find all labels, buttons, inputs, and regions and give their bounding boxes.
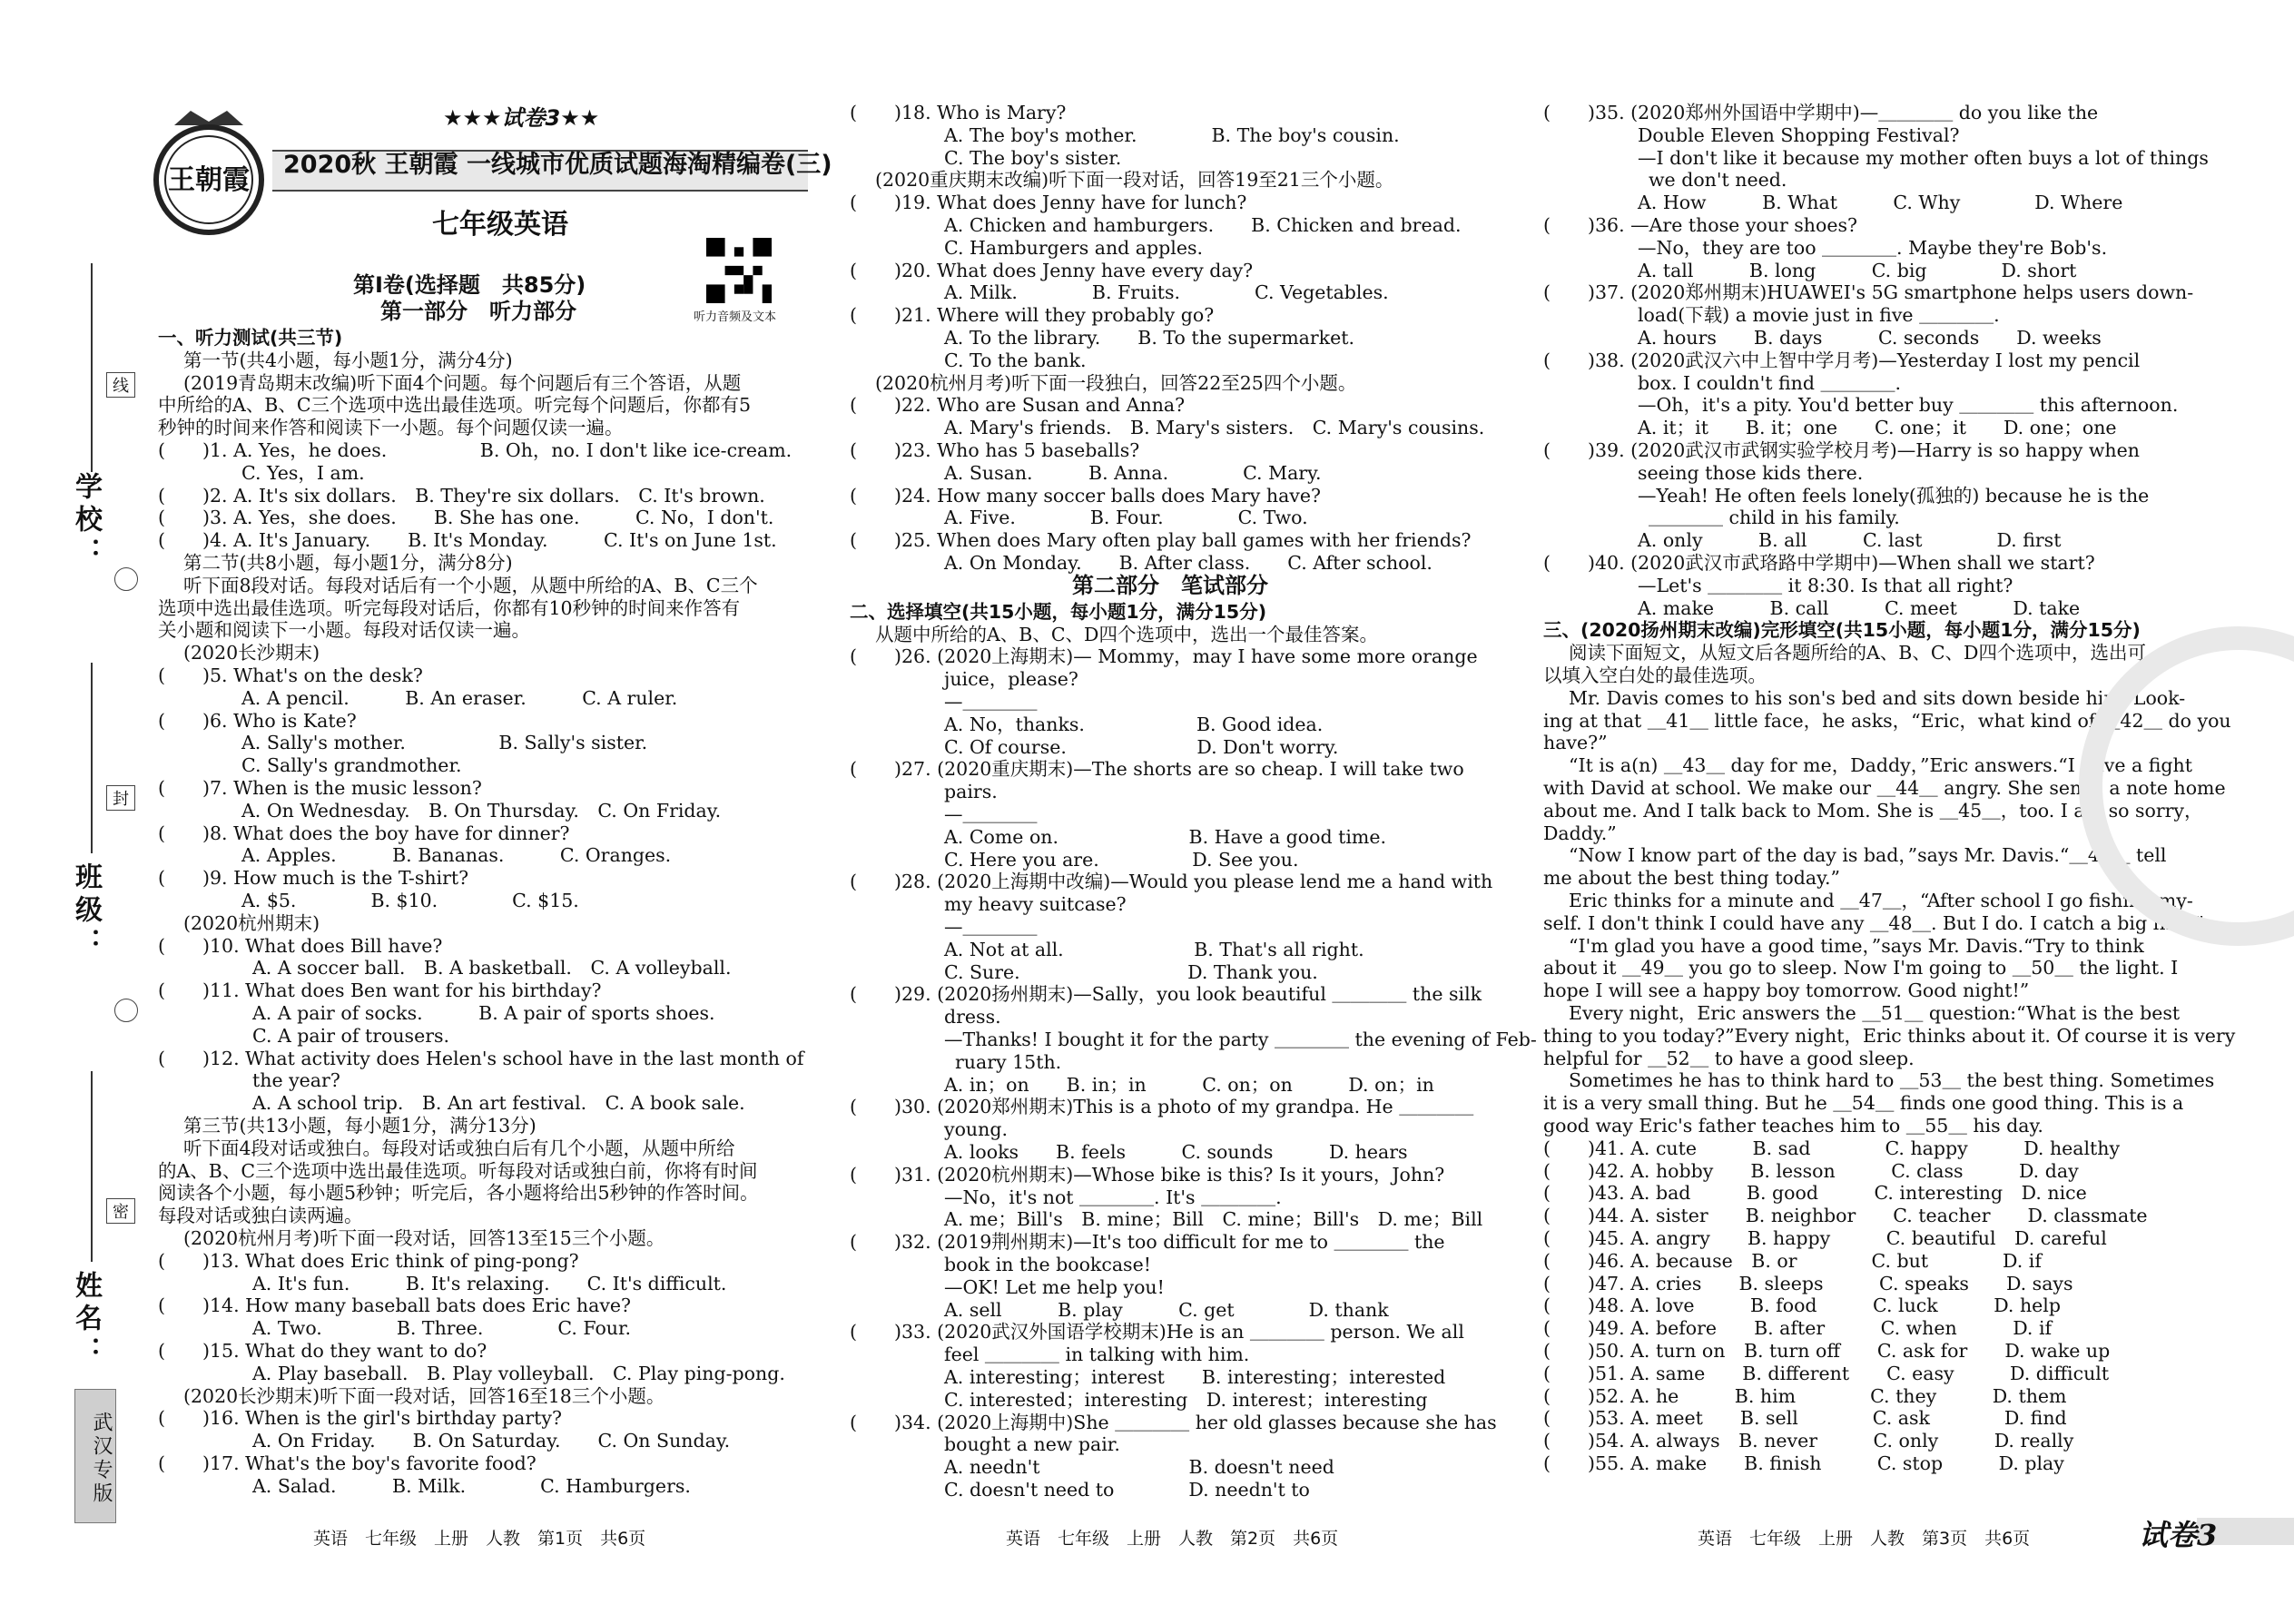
text-line: (2020重庆期末改编)听下面一段对话，回答19至21三个小题。 — [875, 169, 1394, 192]
text-line: “Now I know part of the day is bad，”says Mr. Davis.“＿46＿ tell — [1569, 844, 2167, 867]
text-line: Mr. Davis comes to his son's bed and sits down beside him. Look- — [1569, 686, 2186, 709]
text-line: A. looks B. feels C. sounds D. hears — [944, 1141, 1408, 1163]
edition-badge: 武汉专版 — [74, 1389, 116, 1523]
text-line: 一、听力测试(共三节) — [158, 327, 343, 349]
text-line: A. Come on. B. Have a good time. — [944, 825, 1387, 848]
text-line: 选项中选出最佳选项。听完每段对话后，你都有10秒钟的时间来作答有 — [158, 596, 741, 619]
text-line: ruary 15th. — [955, 1050, 1062, 1073]
text-line: 第二部分 笔试部分 — [1072, 572, 1268, 598]
text-line: —No，it's not ＿＿＿＿. It's ＿＿＿＿. — [944, 1186, 1282, 1208]
footer-page-1: 英语 七年级 上册 人教 第1页 共6页 — [313, 1529, 646, 1549]
text-line: ( )13. What does Eric think of ping-pong? — [158, 1249, 579, 1272]
text-line: Eric thinks for a minute and ＿47＿，“After school I go fishing my- — [1569, 890, 2193, 911]
text-line: ＿＿＿＿ child in his family. — [1649, 507, 1900, 529]
text-line: A. Two. B. Three. C. Four. — [252, 1317, 632, 1340]
text-line: 第Ⅰ卷(选择题 共85分) — [353, 272, 586, 298]
text-line: A. tall B. long C. big D. short — [1638, 259, 2077, 281]
text-line: A. in；on B. in；in C. on；on D. on；in — [944, 1073, 1434, 1096]
text-line: A. A pair of socks. B. A pair of sports shoes. — [252, 1002, 715, 1024]
text-line: ( )37. (2020郑州期末)HUAWEI's 5G smartphone helps users down- — [1543, 281, 2194, 304]
text-line: the year? — [252, 1069, 340, 1092]
text-line: ( )47. A. cries B. sleeps C. speaks D. says — [1543, 1272, 2073, 1294]
text-line: ( )32. (2019荆州期末)—It's too difficult for me to ＿＿＿＿ the — [850, 1231, 1445, 1254]
text-line: C. Sally's grandmother. — [241, 754, 462, 777]
text-line: C. doesn't need to D. needn't to — [944, 1479, 1310, 1501]
text-line: A. The boy's mother. B. The boy's cousin. — [944, 123, 1400, 146]
text-line: ( )10. What does Bill have? — [158, 934, 443, 957]
text-line: ( )53. A. meet B. sell C. ask D. find — [1543, 1407, 2067, 1430]
text-line: (2019青岛期末改编)听下面4个问题。每个问题后有三个答语，从题 — [183, 371, 742, 394]
text-line: C. Yes，I am. — [241, 461, 365, 484]
text-line: ( )11. What does Ben want for his birthday? — [158, 979, 602, 1002]
text-line: seeing those kids there. — [1638, 461, 1864, 484]
text-line: pairs. — [944, 781, 998, 803]
text-line: A. How B. What C. Why D. Where — [1638, 192, 2123, 214]
text-line: 关小题和阅读下一小题。每段对话仅读一遍。 — [158, 619, 530, 642]
text-line: we don't need. — [1649, 169, 1787, 192]
text-line: A. Milk. B. Fruits. C. Vegetables. — [944, 281, 1389, 304]
text-line: ( )24. How many soccer balls does Mary have? — [850, 484, 1321, 507]
text-line: ( )39. (2020武汉市武钢实验学校月考)—Harry is so happy when — [1543, 439, 2140, 461]
text-line: 中所给的A、B、C三个选项中选出最佳选项。听完每个问题后，你都有5 — [158, 394, 752, 417]
text-line: 二、选择填空(共15小题，每小题1分，满分15分) — [850, 600, 1267, 623]
text-line: A. A pencil. B. An eraser. C. A ruler. — [241, 686, 678, 709]
text-line: A. $5. B. $10. C. $15. — [241, 890, 579, 911]
text-line: bought a new pair. — [944, 1433, 1120, 1456]
text-line: ( )41. A. cute B. sad C. happy D. healthy — [1543, 1137, 2121, 1159]
text-line: helpful for ＿52＿ to have a good sleep. — [1543, 1047, 1915, 1069]
exam-number: ★★★试卷3★★ — [443, 105, 600, 131]
text-line: A. Apples. B. Bananas. C. Oranges. — [241, 844, 672, 867]
text-line: C. interested；interesting D. interest；interesting — [944, 1388, 1428, 1411]
binding-hole — [114, 567, 138, 591]
text-line: —＿＿＿＿ — [944, 803, 1038, 825]
text-line: 三、(2020扬州期末改编)完形填空(共15小题，每小题1分，满分15分) — [1543, 619, 2141, 642]
text-line: A. No，thanks. B. Good idea. — [944, 713, 1324, 735]
text-line: ( )15. What do they want to do? — [158, 1340, 487, 1362]
text-line: 听下面8段对话。每段对话后有一个小题，从题中所给的A、B、C三个 — [183, 574, 758, 596]
text-line: A. A school trip. B. An art festival. C. A book sale. — [252, 1092, 745, 1115]
text-line: C. Of course. D. Don't worry. — [944, 735, 1339, 758]
text-line: 从题中所给的A、B、C、D四个选项中，选出一个最佳答案。 — [875, 623, 1378, 645]
text-line: C. Sure. D. Thank you. — [944, 960, 1318, 983]
text-line: C. Hamburgers and apples. — [944, 236, 1203, 259]
text-line: ( )38. (2020武汉六中上智中学月考)—Yesterday I lost my pencil — [1543, 349, 2141, 371]
text-line: (2020长沙期末) — [183, 642, 320, 664]
text-line: ( )5. What's on the desk? — [158, 664, 423, 686]
text-line: my heavy suitcase? — [944, 893, 1127, 916]
binding-strip — [0, 0, 136, 1624]
text-line: C. A pair of trousers. — [252, 1024, 450, 1047]
text-line: Sometimes he has to think hard to ＿53＿ the best thing. Sometimes — [1569, 1069, 2215, 1092]
text-line: A. Salad. B. Milk. C. Hamburgers. — [252, 1474, 691, 1497]
text-line: C. Here you are. D. See you. — [944, 848, 1299, 871]
text-line: young. — [944, 1118, 1008, 1141]
text-line: me about the best thing today.” — [1543, 867, 1840, 890]
text-line: ( )51. A. same B. different C. easy D. difficult — [1543, 1362, 2110, 1384]
text-line: ( )45. A. angry B. happy C. beautiful D. careful — [1543, 1227, 2107, 1249]
brand-logo-icon — [149, 105, 269, 241]
text-line: A. Five. B. Four. C. Two. — [944, 507, 1308, 529]
text-line: —I don't like it because my mother often buys a lot of things — [1638, 146, 2209, 169]
text-line: ( )22. Who are Susan and Anna? — [850, 394, 1186, 417]
text-line: A. me；Bill's B. mine；Bill C. mine；Bill's D. me；Bill — [944, 1208, 1483, 1231]
text-line: A. On Wednesday. B. On Thursday. C. On Friday. — [241, 799, 722, 822]
text-line: ( )28. (2020上海期中改编)—Would you please lend me a hand with — [850, 871, 1493, 893]
text-line: A. Not at all. B. That's all right. — [944, 938, 1364, 960]
text-line: ( )35. (2020郑州外国语中学期中)—＿＿＿＿ do you like the — [1543, 102, 2099, 123]
text-line: ( )29. (2020扬州期末)—Sally，you look beautiful ＿＿＿＿ the silk — [850, 983, 1482, 1006]
text-line: dress. — [944, 1006, 1001, 1029]
text-line: A. needn't B. doesn't need — [944, 1456, 1334, 1479]
text-line: ( )19. What does Jenny have for lunch? — [850, 192, 1247, 214]
text-line: about me. And I talk back to Mom. She is ＿45＿，too. I am so sorry， — [1543, 799, 2203, 822]
text-line: with David at school. We make our ＿44＿ angry. She sends a note home — [1543, 777, 2226, 799]
text-line: ( )34. (2020上海期中)She ＿＿＿＿ her old glasses because she has — [850, 1411, 1497, 1433]
text-line: about it ＿49＿ you go to sleep. Now I'm going to ＿50＿ the light. I — [1543, 957, 2179, 979]
text-line: (2020杭州月考)听下面一段对话，回答13至15三个小题。 — [183, 1227, 665, 1249]
text-line: (2020长沙期末)听下面一段对话，回答16至18三个小题。 — [183, 1384, 665, 1407]
text-line: book in the bookcase! — [944, 1254, 1151, 1275]
text-line: (2020杭州期末) — [183, 911, 320, 934]
text-line: A. only B. all C. last D. first — [1638, 529, 2062, 552]
text-line: ( )30. (2020郑州期末)This is a photo of my grandpa. He ＿＿＿＿ — [850, 1096, 1474, 1118]
text-line: ( )14. How many baseball bats does Eric have? — [158, 1294, 632, 1317]
text-line: ( )40. (2020武汉市武珞路中学期中)—When shall we start? — [1543, 552, 2095, 574]
text-line: Every night，Eric answers the ＿51＿ question:“What is the best — [1569, 1002, 2181, 1024]
text-line: A. Sally's mother. B. Sally's sister. — [241, 732, 648, 754]
text-line: A. sell B. play C. get D. thank — [944, 1298, 1389, 1321]
text-line: ( )7. When is the music lesson? — [158, 777, 482, 799]
text-line: ( )25. When does Mary often play ball games with her friends? — [850, 529, 1472, 552]
school-label: 学校： — [70, 472, 102, 570]
text-line: —Thanks! I bought it for the party ＿＿＿＿ the evening of Feb- — [944, 1029, 1537, 1050]
footer-tag: 试卷3 — [2139, 1518, 2218, 1552]
school-line — [91, 263, 93, 472]
text-line: ( )1. A. Yes，he does. B. Oh，no. I don't like ice-cream. — [158, 439, 793, 461]
footer-page-3: 英语 七年级 上册 人教 第3页 共6页 — [1698, 1529, 2031, 1549]
text-line: ( )4. A. It's January. B. It's Monday. C. It's on June 1st. — [158, 529, 777, 552]
text-line: C. To the bank. — [944, 349, 1087, 371]
text-line: 以填入空白处的最佳选项。 — [1543, 664, 1767, 686]
text-line: box. I couldn't find ＿＿＿＿. — [1638, 371, 1902, 394]
text-line: A. On Monday. B. After class. C. After school. — [944, 552, 1433, 574]
cut-mark-seal: 封 — [106, 785, 135, 811]
text-line: ( )8. What does the boy have for dinner? — [158, 822, 570, 844]
text-line: ( )46. A. because B. or C. but D. if — [1543, 1249, 2042, 1272]
text-line: ( )48. A. love B. food C. luck D. help — [1543, 1294, 2061, 1317]
text-line: “I'm glad you have a good time，”says Mr. Davis.“Try to think — [1569, 934, 2144, 957]
text-line: A. hours B. days C. seconds D. weeks — [1638, 327, 2102, 349]
text-line: “It is a(n) ＿43＿ day for me，Daddy，”Eric answers.“I have a fight — [1569, 754, 2192, 777]
name-label: 姓名： — [70, 1271, 102, 1369]
text-line: —Yeah! He often feels lonely(孤独的) because he is the — [1638, 484, 2150, 507]
text-line: have?” — [1543, 732, 1608, 754]
text-line: ( )26. (2020上海期末)— Mommy，may I have some more orange — [850, 645, 1478, 668]
text-line: 阅读下面短文，从短文后各题所给的A、B、C、D四个选项中，选出可 — [1569, 642, 2146, 664]
text-line: load(下载) a movie just in five ＿＿＿＿. — [1638, 304, 2000, 327]
class-line — [91, 663, 93, 853]
binding-hole — [114, 999, 138, 1022]
text-line: thing to you today?”Every night，Eric thinks about it. Of course it is very — [1543, 1024, 2236, 1047]
text-line: juice，please? — [944, 668, 1078, 691]
text-line: ( )36. —Are those your shoes? — [1543, 214, 1857, 236]
text-line: —＿＿＿＿ — [944, 691, 1038, 713]
text-line: ( )42. A. hobby B. lesson C. class D. day — [1543, 1159, 2079, 1182]
text-line: A. Susan. B. Anna. C. Mary. — [944, 461, 1322, 484]
text-line: A. interesting；interest B. interesting；interested — [944, 1366, 1446, 1388]
text-line: 的A、B、C三个选项中选出最佳选项。听每段对话或独白前，你将有时间 — [158, 1159, 758, 1182]
text-line: ing at that ＿41＿ little face，he asks，“Eric，what kind of ＿42＿ do you — [1543, 709, 2231, 732]
text-line: 第一部分 听力部分 — [380, 299, 576, 324]
footer-page-2: 英语 七年级 上册 人教 第2页 共6页 — [1006, 1529, 1339, 1549]
text-line: (2020杭州月考)听下面一段独白，回答22至25四个小题。 — [875, 371, 1357, 394]
class-label: 班级： — [70, 862, 102, 960]
text-line: ( )31. (2020杭州期末)—Whose bike is this? Is it yours，John? — [850, 1163, 1445, 1186]
text-line: A. Mary's friends. B. Mary's sisters. C. Mary's cousins. — [944, 417, 1485, 439]
text-line: Daddy.” — [1543, 822, 1617, 844]
text-line: A. To the library. B. To the supermarket. — [944, 327, 1354, 349]
text-line: ( )52. A. he B. him C. they D. them — [1543, 1384, 2067, 1407]
text-line: ( )20. What does Jenny have every day? — [850, 259, 1254, 281]
text-line: 秒钟的时间来作答和阅读下一小题。每个问题仅读一遍。 — [158, 417, 624, 439]
text-line: A. it；it B. it；one C. one；it D. one；one — [1638, 417, 2117, 439]
text-line: ( )33. (2020武汉外国语学校期末)He is an ＿＿＿＿ person. We all — [850, 1321, 1464, 1343]
text-line: —OK! Let me help you! — [944, 1275, 1165, 1298]
text-line: ( )18. Who is Mary? — [850, 102, 1067, 123]
text-line: ( )2. A. It's six dollars. B. They're six dollars. C. It's brown. — [158, 484, 765, 507]
text-line: —No，they are too ＿＿＿＿. Maybe they're Bob's. — [1638, 236, 2108, 259]
text-line: 第三节(共13小题，每小题1分，满分13分) — [183, 1115, 537, 1137]
text-line: A. make B. call C. meet D. take — [1638, 596, 2081, 619]
text-line: ( )9. How much is the T-shirt? — [158, 867, 469, 890]
brand-logo-text: 王朝霞 — [168, 164, 250, 196]
text-line: —Oh，it's a pity. You'd better buy ＿＿＿＿ this afternoon. — [1638, 394, 2179, 417]
text-line: feel ＿＿＿＿ in talking with him. — [944, 1343, 1250, 1366]
text-line: A. Play baseball. B. Play volleyball. C. Play ping-pong. — [252, 1362, 785, 1384]
text-line: it is a very small thing. But he ＿54＿ finds one good thing. This is a — [1543, 1092, 2184, 1115]
text-line: 第一节(共4小题，每小题1分，满分4分) — [183, 349, 513, 371]
text-line: 第二节(共8小题，每小题1分，满分8分) — [183, 552, 513, 574]
text-line: ( )27. (2020重庆期末)—The shorts are so cheap. I will take two — [850, 758, 1464, 781]
text-line: ( )43. A. bad B. good C. interesting D. nice — [1543, 1182, 2087, 1205]
text-line: ( )6. Who is Kate? — [158, 709, 357, 732]
text-line: ( )54. A. always B. never C. only D. really — [1543, 1430, 2074, 1452]
series-title: 2020秋 王朝霞 一线城市优质试题海淘精编卷(三) — [283, 151, 832, 179]
text-line: ( )21. Where will they probably go? — [850, 304, 1215, 327]
qr-code-icon — [706, 238, 772, 303]
text-line: ( )3. A. Yes，she does. B. She has one. C. No，I don't. — [158, 507, 774, 529]
text-line: hope I will see a happy boy tomorrow. Good night!” — [1543, 979, 2030, 1002]
text-line: A. Chicken and hamburgers. B. Chicken and bread. — [944, 214, 1462, 236]
subject-title: 七年级英语 — [432, 209, 568, 241]
cut-mark-secret: 密 — [106, 1198, 135, 1224]
text-line: C. The boy's sister. — [944, 146, 1122, 169]
text-line: ( )49. A. before B. after C. when D. if — [1543, 1317, 2053, 1340]
text-line: A. It's fun. B. It's relaxing. C. It's difficult. — [252, 1272, 727, 1294]
text-line: ( )23. Who has 5 baseballs? — [850, 439, 1140, 461]
text-line: ( )55. A. make B. finish C. stop D. play — [1543, 1452, 2064, 1474]
qr-caption: 听力音频及文本 — [694, 310, 777, 324]
text-line: A. A soccer ball. B. A basketball. C. A volleyball. — [252, 957, 732, 979]
text-line: ( )50. A. turn on B. turn off C. ask for D. wake up — [1543, 1340, 2111, 1362]
text-line: —Let's ＿＿＿＿ it 8:30. Is that all right? — [1638, 574, 2013, 596]
text-line: self. I don't think I could have any ＿48＿. But I do. I catch a big fish!” — [1543, 911, 2204, 934]
text-line: ( )16. When is the girl's birthday party? — [158, 1407, 562, 1430]
text-line: ( )17. What's the boy's favorite food? — [158, 1452, 537, 1474]
text-line: good way Eric's father teaches him to ＿55＿ his day. — [1543, 1115, 2043, 1137]
text-line: 每段对话或独白读两遍。 — [158, 1205, 363, 1227]
text-line: 听下面4段对话或独白。每段对话或独白后有几个小题，从题中所给 — [183, 1137, 735, 1159]
text-line: 阅读各个小题，每小题5秒钟；听完后，各小题将给出5秒钟的作答时间。 — [158, 1182, 759, 1205]
text-line: A. On Friday. B. On Saturday. C. On Sunday. — [252, 1430, 731, 1452]
text-line: ( )12. What activity does Helen's school have in the last month of — [158, 1047, 804, 1069]
text-line: —＿＿＿＿ — [944, 916, 1038, 938]
cut-mark-line: 线 — [106, 372, 135, 398]
text-line: ( )44. A. sister B. neighbor C. teacher D. classmate — [1543, 1205, 2148, 1227]
name-line — [91, 1071, 93, 1262]
text-line: Double Eleven Shopping Festival? — [1638, 123, 1960, 146]
